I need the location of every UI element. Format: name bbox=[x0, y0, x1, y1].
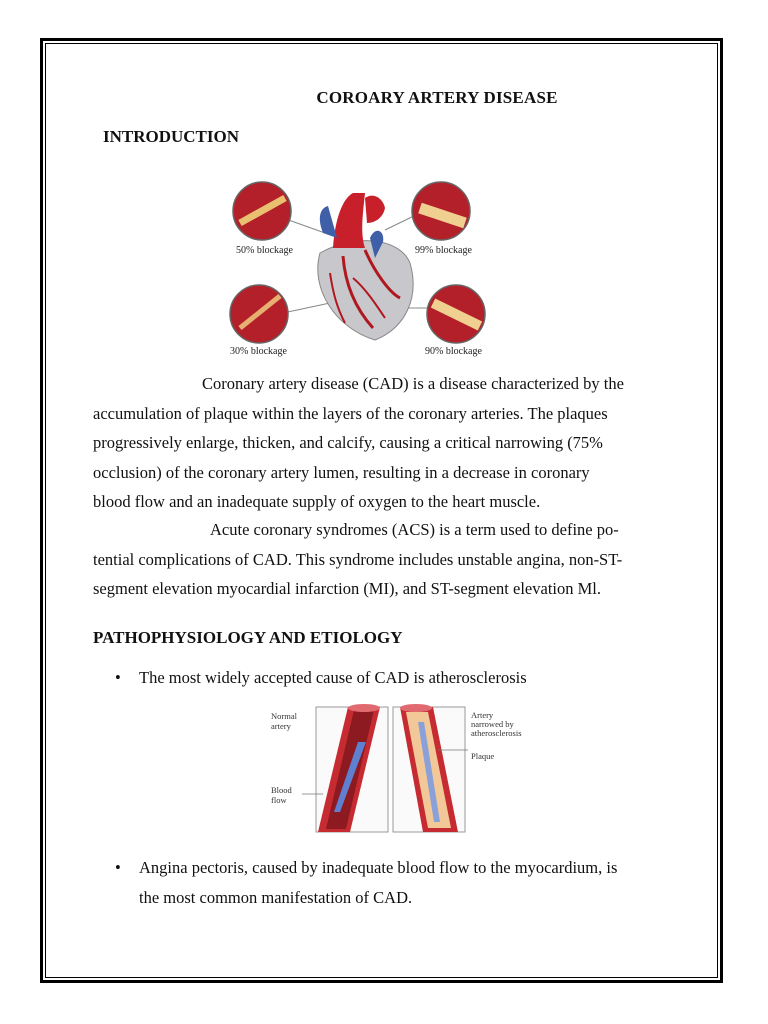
blood-flow-label: flow bbox=[271, 795, 287, 805]
plaque-label: Plaque bbox=[471, 751, 495, 761]
narrowed-artery-illustration bbox=[393, 704, 465, 832]
blockage-90-circle bbox=[427, 285, 485, 343]
bullet2-line: the most common manifestation of CAD. bbox=[139, 887, 413, 907]
bullet2-line: Angina pectoris, caused by inadequate blood flow to the myocardium, is bbox=[139, 858, 618, 877]
bullet-icon: • bbox=[115, 858, 121, 877]
heart-blockage-figure bbox=[225, 178, 495, 360]
narrowed-artery-label: Artery bbox=[471, 710, 494, 720]
blockage-30-circle bbox=[230, 285, 288, 343]
blockage-99-circle bbox=[412, 182, 470, 240]
para2-line: segment elevation myocardial infarction (MI), and ST-segment elevation Ml. bbox=[93, 579, 601, 598]
intro-paragraph-1 bbox=[93, 369, 693, 517]
para1-line: Coronary artery disease (CAD) is a disease characterized by the bbox=[202, 374, 624, 393]
document-title: COROARY ARTERY DISEASE bbox=[316, 88, 558, 107]
blockage-50-circle bbox=[233, 182, 291, 240]
para2-line: Acute coronary syndromes (ACS) is a term used to define po- bbox=[210, 520, 619, 539]
para1-line: occlusion) of the coronary artery lumen, resulting in a decrease in coronary bbox=[93, 462, 590, 482]
normal-artery-illustration bbox=[316, 704, 388, 832]
label-30-blockage: 30% blockage bbox=[230, 346, 287, 357]
bullet-text: The most widely accepted cause of CAD is atherosclerosis bbox=[139, 668, 527, 687]
para1-line: blood flow and an inadequate supply of oxygen to the heart muscle. bbox=[93, 492, 541, 511]
para2-line: tential complications of CAD. This syndrome includes unstable angina, non-ST- bbox=[93, 549, 623, 569]
narrowed-artery-label: atherosclerosis bbox=[471, 728, 522, 738]
para1-line: accumulation of plaque within the layers of the coronary arteries. The plaques bbox=[93, 403, 608, 423]
normal-artery-label: artery bbox=[271, 721, 291, 731]
bullet-icon: • bbox=[115, 668, 121, 687]
introduction-heading: INTRODUCTION bbox=[103, 127, 240, 146]
pathophysiology-heading: PATHOPHYSIOLOGY AND ETIOLOGY bbox=[93, 628, 403, 647]
blood-flow-label: Blood bbox=[271, 785, 292, 795]
normal-artery-label: Normal bbox=[271, 711, 297, 721]
intro-paragraph-2 bbox=[93, 515, 693, 604]
para1-line: progressively enlarge, thicken, and calcify, causing a critical narrowing (75% bbox=[93, 433, 603, 452]
label-50-blockage: 50% blockage bbox=[236, 245, 293, 256]
label-99-blockage: 99% blockage bbox=[415, 245, 472, 256]
narrowed-artery-label: narrowed by bbox=[471, 719, 514, 729]
label-90-blockage: 90% blockage bbox=[425, 346, 482, 357]
heart-illustration bbox=[318, 193, 413, 340]
artery-comparison-figure bbox=[268, 702, 543, 840]
bullet-text bbox=[139, 853, 699, 912]
